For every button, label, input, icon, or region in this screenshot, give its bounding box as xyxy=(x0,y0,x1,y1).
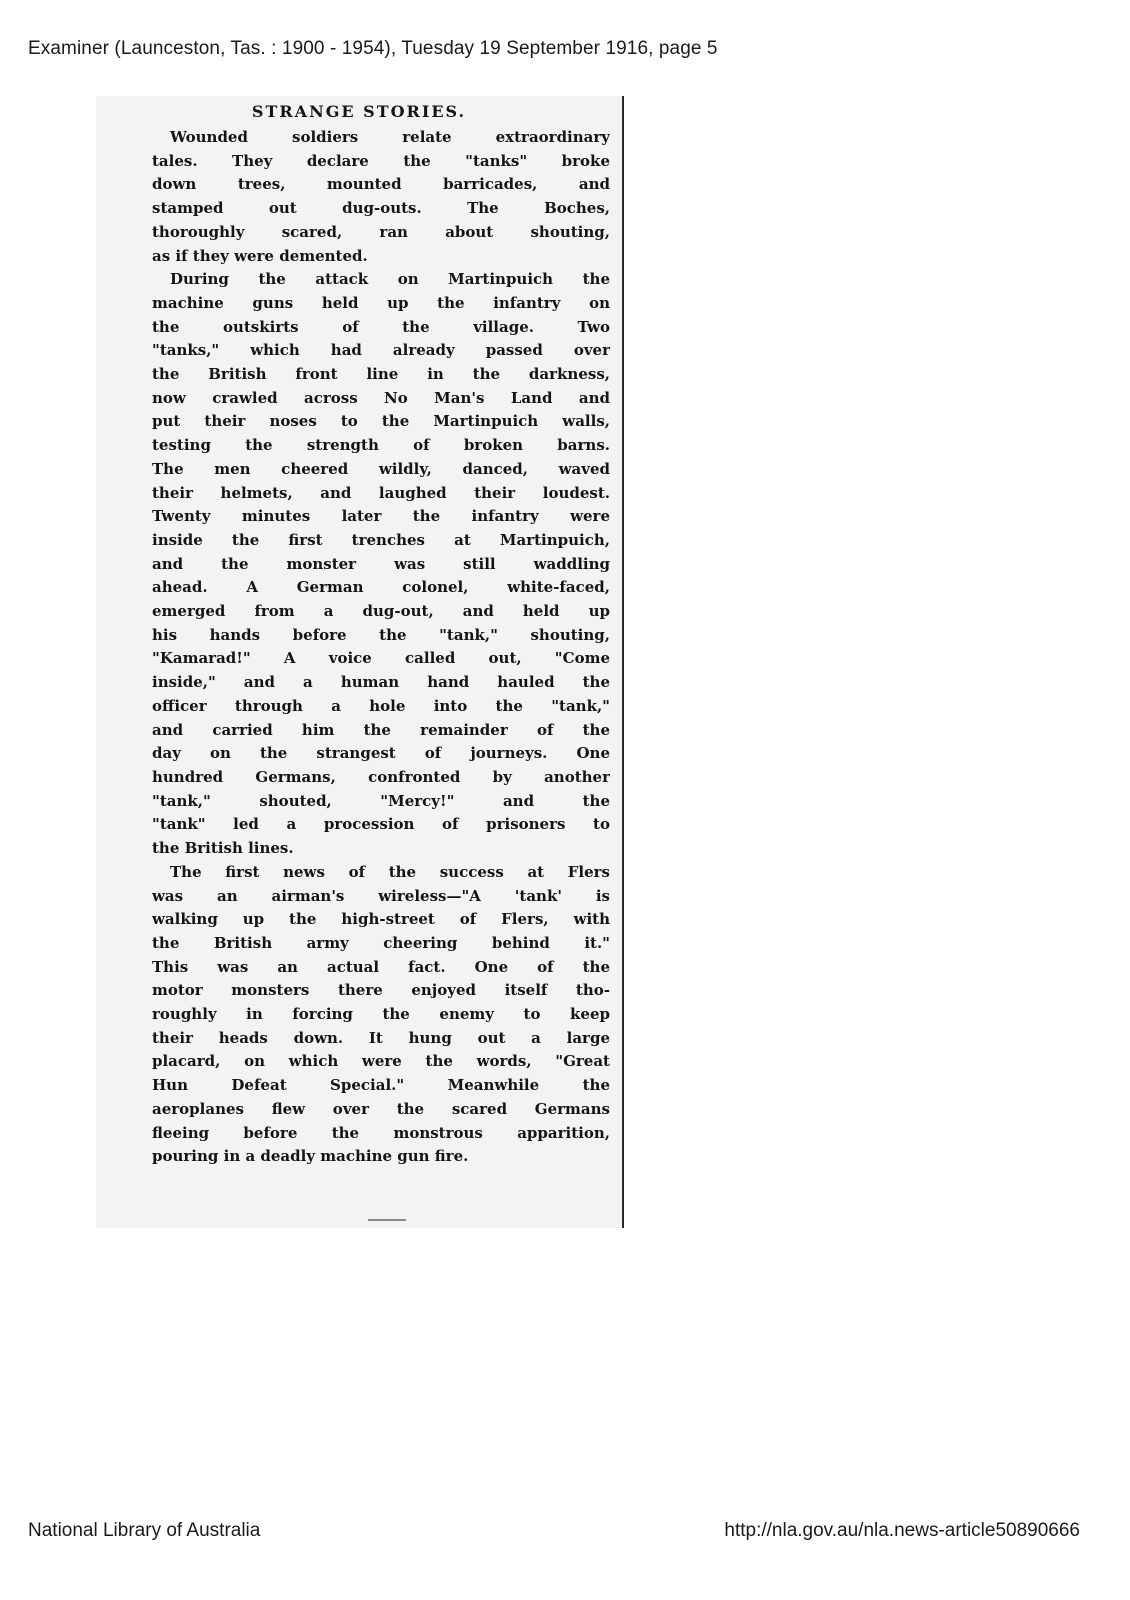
article-line: roughly in forcing the enemy to keep xyxy=(152,1005,610,1024)
article-line: The first news of the success at Flers xyxy=(170,862,610,881)
article-line: down trees, mounted barricades, and xyxy=(152,175,610,194)
article-line: emerged from a dug-out, and held up xyxy=(152,602,610,621)
article-line: the British front line in the darkness, xyxy=(152,365,610,384)
article-line: his hands before the "tank," shouting, xyxy=(152,625,610,644)
article-line: "tank," shouted, "Mercy!" and the xyxy=(152,791,610,810)
article-line: This was an actual fact. One of the xyxy=(152,957,610,976)
article-line: The men cheered wildly, danced, waved xyxy=(152,459,610,478)
article-line: Wounded soldiers relate extraordinary xyxy=(170,128,610,146)
article-line: and carried him the remainder of the xyxy=(152,720,610,739)
footer-url-link[interactable]: http://nla.gov.au/nla.news-article50890666 xyxy=(724,1520,1080,1541)
article-line: "tanks," which had already passed over xyxy=(152,341,610,360)
article-line: Twenty minutes later the infantry were xyxy=(152,507,610,526)
article-title: STRANGE STORIES. xyxy=(251,102,467,121)
article-line: inside," and a human hand hauled the xyxy=(152,673,610,692)
article-line: the outskirts of the village. Two xyxy=(152,317,610,336)
article-line: as if they were demented. xyxy=(152,246,368,265)
article-line: the British lines. xyxy=(152,839,294,858)
article-line: placard, on which were the words, "Great xyxy=(152,1052,610,1071)
article-line: tales. They declare the "tanks" broke xyxy=(152,151,610,170)
article-line: During the attack on Martinpuich the xyxy=(170,270,610,289)
footer-source: National Library of Australia xyxy=(28,1520,261,1541)
article-line: and the monster was still waddling xyxy=(152,554,610,573)
article-line: inside the first trenches at Martinpuich, xyxy=(152,530,610,549)
article-line: testing the strength of broken barns. xyxy=(152,436,610,455)
article-line: their heads down. It hung out a large xyxy=(152,1028,610,1047)
article-line: "tank" led a procession of prisoners to xyxy=(152,815,610,834)
article-line: now crawled across No Man's Land and xyxy=(152,388,610,407)
article-line: officer through a hole into the "tank," xyxy=(152,696,610,715)
article-line: ahead. A German colonel, white-faced, xyxy=(152,578,610,597)
article-line: was an airman's wireless—"A 'tank' is xyxy=(152,886,610,905)
article-line: put their noses to the Martinpuich walls, xyxy=(152,412,610,431)
article-line: thoroughly scared, ran about shouting, xyxy=(152,222,610,241)
article-line: hundred Germans, confronted by another xyxy=(152,767,610,786)
article-line: machine guns held up the infantry on xyxy=(152,293,610,312)
article-line: motor monsters there enjoyed itself tho- xyxy=(152,981,610,1000)
article-line: walking up the high-street of Flers, with xyxy=(152,910,610,929)
article-line: "Kamarad!" A voice called out, "Come xyxy=(152,649,610,668)
page-citation-header: Examiner (Launceston, Tas. : 1900 - 1954), Tuesday 19 September 1916, page 5 xyxy=(28,38,718,59)
article-line: stamped out dug-outs. The Boches, xyxy=(152,199,610,218)
article-line: day on the strangest of journeys. One xyxy=(152,744,610,763)
article-line: Hun Defeat Special." Meanwhile the xyxy=(152,1076,610,1095)
article-line: the British army cheering behind it." xyxy=(152,933,610,952)
article-line: aeroplanes flew over the scared Germans xyxy=(152,1099,610,1118)
article-body xyxy=(152,126,610,1169)
article-line: fleeing before the monstrous apparition, xyxy=(152,1123,610,1142)
article-end-rule xyxy=(368,1219,406,1221)
article-line: pouring in a deadly machine gun fire. xyxy=(152,1147,469,1166)
newspaper-clipping xyxy=(96,96,624,1228)
article-line: their helmets, and laughed their loudest. xyxy=(152,483,610,502)
